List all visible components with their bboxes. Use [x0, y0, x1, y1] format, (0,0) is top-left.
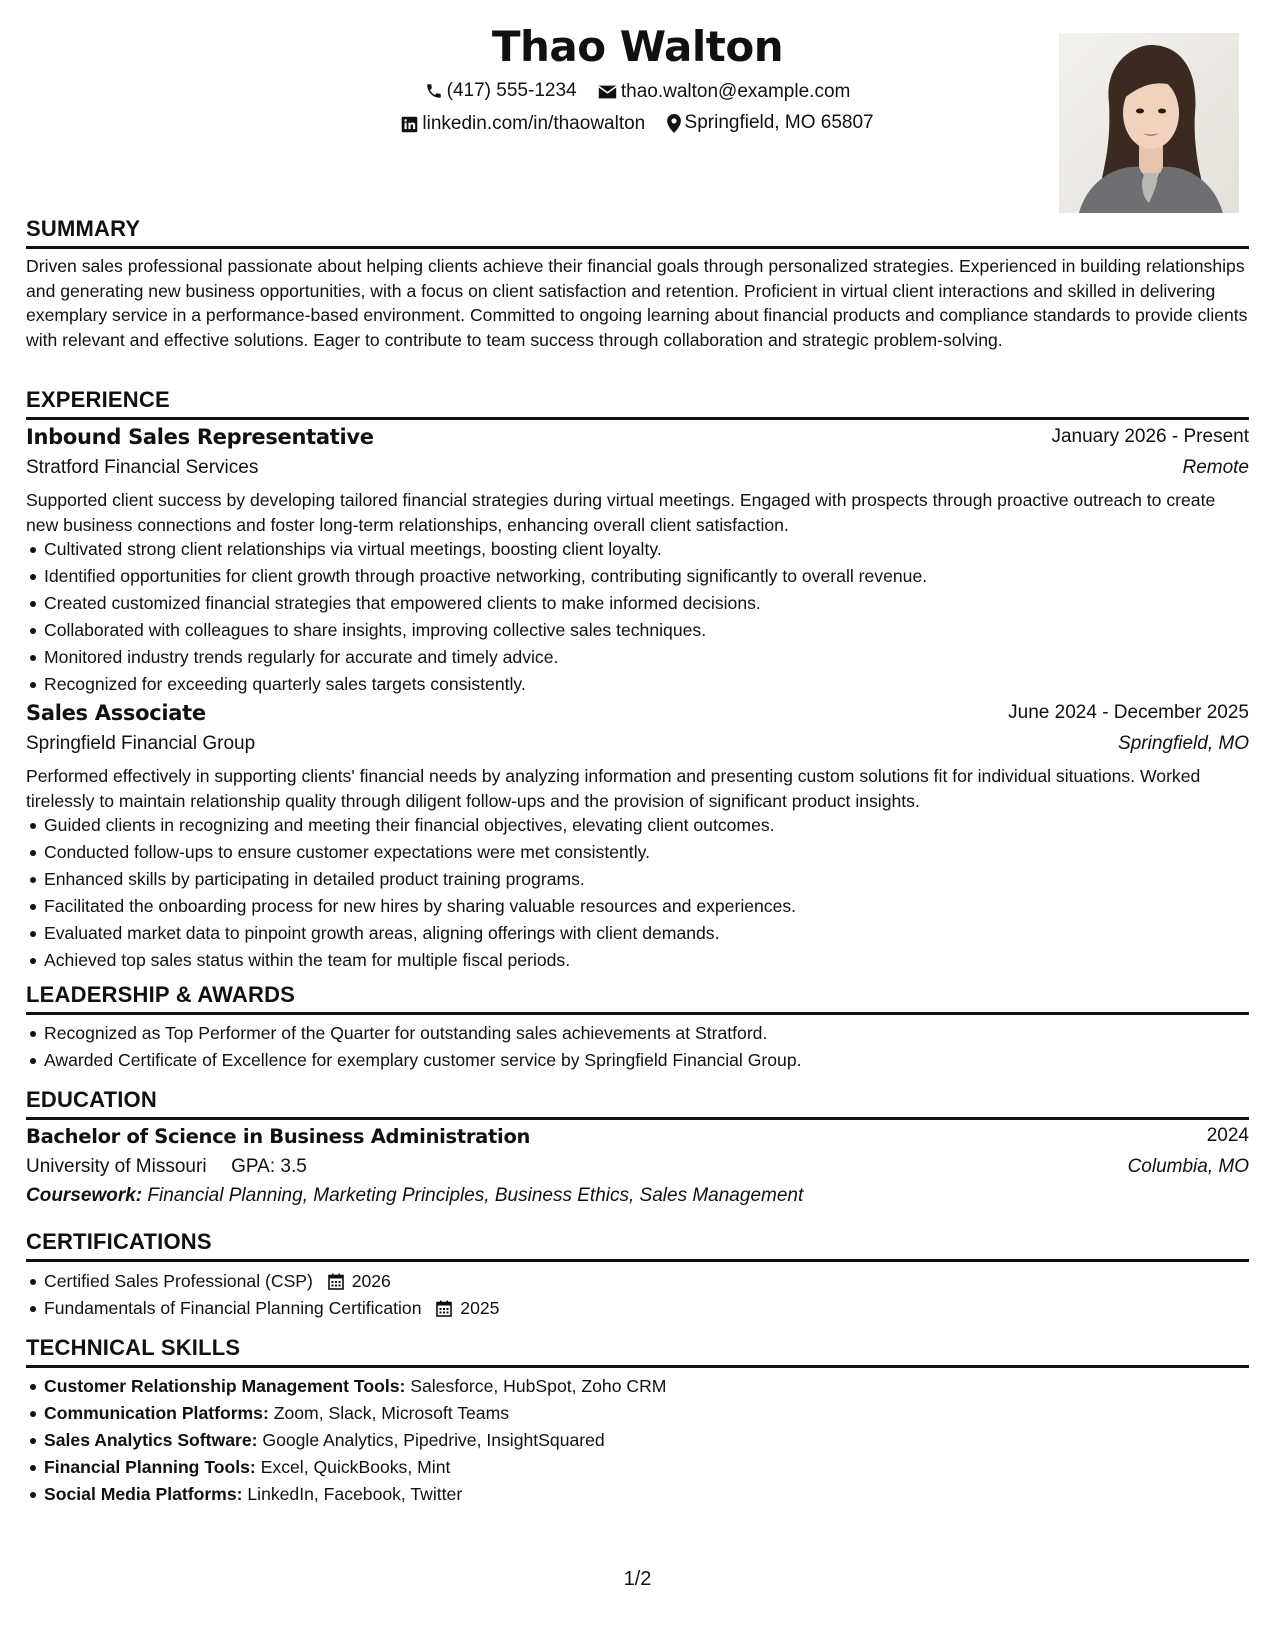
location-contact: [667, 112, 874, 134]
map-pin-icon: [667, 114, 681, 133]
degree-title: Bachelor of Science in Business Administration: [26, 1125, 531, 1148]
page-number: 1/2: [623, 1568, 652, 1590]
job-bullets: [26, 812, 1267, 974]
list-item: Conducted follow-ups to ensure customer expectations were met consistently.: [44, 839, 1267, 866]
list-item: [44, 1373, 1267, 1400]
list-item: Collaborated with colleagues to share insights, improving collective sales techniques.: [44, 617, 1267, 644]
section-title-certifications: CERTIFICATIONS: [26, 1229, 1249, 1262]
section-title-leadership: LEADERSHIP & AWARDS: [26, 982, 1249, 1015]
certification-list: [26, 1268, 1267, 1322]
list-item: Guided clients in recognizing and meeting their financial objectives, elevating client outcomes.: [44, 812, 1267, 839]
phone-text: (417) 555-1234: [446, 80, 577, 101]
skill-value: Salesforce, HubSpot, Zoho CRM: [410, 1376, 667, 1396]
job-location: Remote: [1182, 457, 1249, 478]
skill-value: Google Analytics, Pipedrive, InsightSquared: [262, 1430, 605, 1450]
school-location: Columbia, MO: [1127, 1156, 1249, 1177]
job-title: Inbound Sales Representative: [26, 425, 374, 449]
coursework-label: Coursework:: [26, 1185, 143, 1206]
section-title-summary: SUMMARY: [26, 216, 1249, 249]
list-item: Evaluated market data to pinpoint growth areas, aligning offerings with client demands.: [44, 920, 1267, 947]
certification-name: Fundamentals of Financial Planning Certification: [44, 1298, 422, 1318]
certification-year: 2026: [351, 1271, 391, 1291]
job-dates: January 2026 - Present: [1051, 426, 1249, 447]
coursework-line: [26, 1185, 803, 1207]
job-bullets: [26, 536, 1267, 698]
list-item: [44, 1427, 1267, 1454]
graduation-year: 2024: [1206, 1125, 1249, 1146]
certification-name: Certified Sales Professional (CSP): [44, 1271, 313, 1291]
email-text: thao.walton@example.com: [620, 81, 851, 102]
candidate-name: Thao Walton: [491, 22, 784, 71]
section-title-education: EDUCATION: [26, 1087, 1249, 1120]
gpa: GPA: 3.5: [231, 1156, 307, 1177]
linkedin-icon: [401, 116, 418, 133]
envelope-icon: [598, 84, 617, 100]
list-item: [44, 1400, 1267, 1427]
location-text: Springfield, MO 65807: [684, 112, 874, 133]
job-dates: June 2024 - December 2025: [1008, 702, 1249, 723]
skill-value: Zoom, Slack, Microsoft Teams: [273, 1403, 510, 1423]
list-item: Enhanced skills by participating in detailed product training programs.: [44, 866, 1267, 893]
certification-year: 2025: [460, 1298, 500, 1318]
list-item: Identified opportunities for client growth through proactive networking, contributing significantly to overall revenue.: [44, 563, 1267, 590]
skill-label: Social Media Platforms:: [44, 1484, 243, 1504]
skill-value: Excel, QuickBooks, Mint: [260, 1457, 451, 1477]
list-item: Achieved top sales status within the team for multiple fiscal periods.: [44, 947, 1267, 974]
list-item: [44, 1268, 1267, 1295]
calendar-icon: [436, 1300, 452, 1317]
list-item: Recognized for exceeding quarterly sales targets consistently.: [44, 671, 1267, 698]
phone-contact[interactable]: [425, 80, 577, 102]
profile-photo: [1059, 33, 1239, 213]
list-item: Facilitated the onboarding process for new hires by sharing valuable resources and experiences.: [44, 893, 1267, 920]
job-description: Supported client success by developing tailored financial strategies during virtual meetings. Engaged with prospects through proactive outreach to create new business connections and foster long-term relationships, enhancing overall client satisfaction.: [26, 490, 1216, 535]
section-title-skills: TECHNICAL SKILLS: [26, 1335, 1249, 1368]
job-company: Springfield Financial Group: [26, 733, 256, 754]
skill-label: Communication Platforms:: [44, 1403, 269, 1423]
job-location: Springfield, MO: [1118, 733, 1249, 754]
coursework-list: Financial Planning, Marketing Principles, Business Ethics, Sales Management: [147, 1185, 804, 1206]
skill-value: LinkedIn, Facebook, Twitter: [247, 1484, 463, 1504]
calendar-icon: [328, 1273, 344, 1290]
school-name: University of Missouri: [26, 1156, 207, 1177]
leadership-bullets: [26, 1020, 1267, 1074]
list-item: [44, 1481, 1267, 1508]
job-company: Stratford Financial Services: [26, 457, 259, 478]
list-item: Monitored industry trends regularly for accurate and timely advice.: [44, 644, 1267, 671]
linkedin-text: linkedin.com/in/thaowalton: [422, 113, 646, 134]
list-item: [44, 1454, 1267, 1481]
email-contact[interactable]: [598, 81, 850, 103]
list-item: Recognized as Top Performer of the Quarter for outstanding sales achievements at Stratford.: [44, 1020, 1267, 1047]
list-item: Awarded Certificate of Excellence for exemplary customer service by Springfield Financial Group.: [44, 1047, 1267, 1074]
phone-icon: [425, 82, 443, 100]
skill-label: Financial Planning Tools:: [44, 1457, 256, 1477]
skill-label: Sales Analytics Software:: [44, 1430, 258, 1450]
skills-list: [26, 1373, 1267, 1508]
resume-header: [26, 22, 1249, 222]
list-item: Created customized financial strategies that empowered clients to make informed decisions.: [44, 590, 1267, 617]
job-description: Performed effectively in supporting clients' financial needs by analyzing information and presenting custom solutions fit for individual situations. Worked tirelessly to maintain relationship quality through diligent follow-ups and the provision of significant product insights.: [26, 766, 1201, 811]
school-line: [26, 1156, 307, 1178]
resume-page: [26, 0, 1249, 1650]
list-item: [44, 1295, 1267, 1322]
section-title-experience: EXPERIENCE: [26, 387, 1249, 420]
skill-label: Customer Relationship Management Tools:: [44, 1376, 406, 1396]
summary-text: Driven sales professional passionate about helping clients achieve their financial goals through personalized strategies. Experienced in building relationships and generating new business opportunities, with a focus on client satisfaction and retention. Proficient in virtual client interactions and skilled in delivering exemplary service in a performance-based environment. Committed to ongoing learning about financial products and compliance standards to provide clients with relevant and effective solutions. Eager to contribute to team success through collaboration and strategic problem-solving.: [26, 256, 1248, 350]
job-title: Sales Associate: [26, 701, 206, 725]
linkedin-contact[interactable]: [401, 113, 645, 135]
list-item: Cultivated strong client relationships via virtual meetings, boosting client loyalty.: [44, 536, 1267, 563]
